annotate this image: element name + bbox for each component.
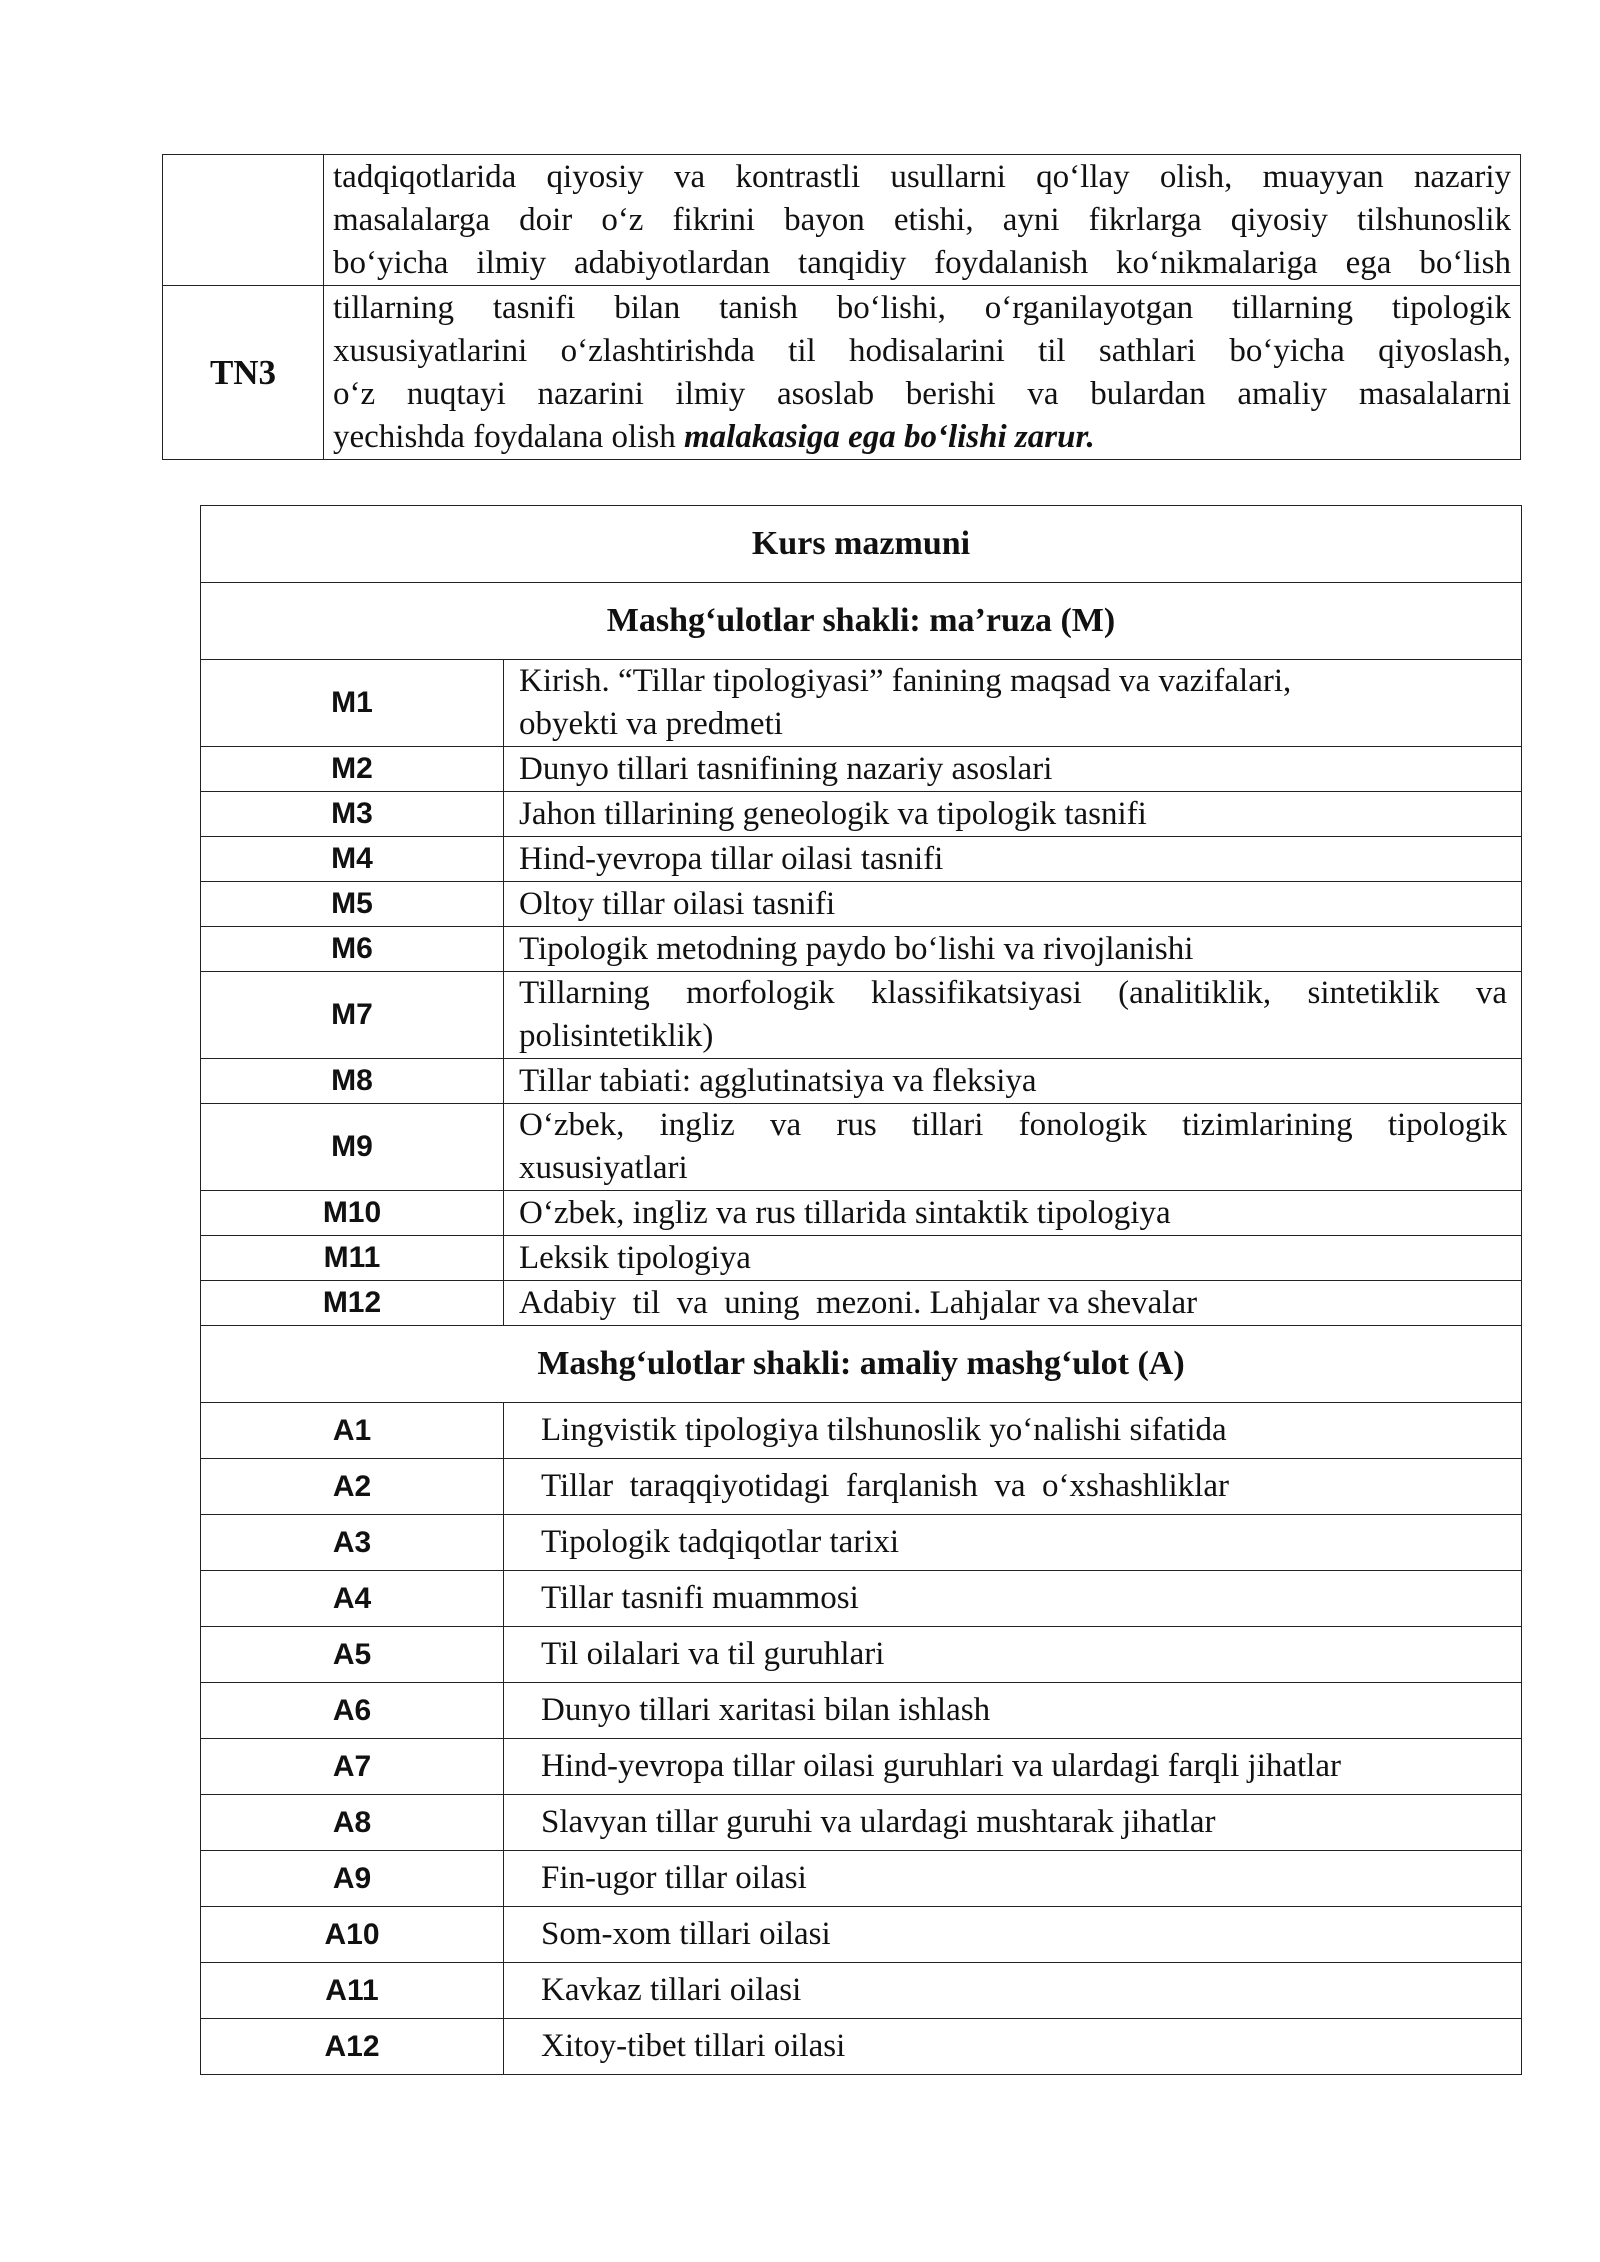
practical-topic: Tillar tasnifi muammosi (504, 1571, 1522, 1627)
lecture-code: M8 (201, 1059, 504, 1104)
plain-text: yechishda foydalana olish (333, 419, 684, 455)
competency-code: TN3 (163, 286, 324, 460)
lecture-row (201, 660, 1522, 747)
practical-topic: Tillar taraqqiyotidagi farqlanish va o‘xshashliklar (504, 1459, 1522, 1515)
text-line: o‘z nuqtayi nazarini ilmiy asoslab berishi va bulardan amaliy masalalarni (333, 376, 1511, 412)
practical-row (201, 1907, 1522, 1963)
practical-code: A8 (201, 1795, 504, 1851)
competency-text (324, 286, 1521, 460)
lecture-topic: Tillar tabiati: agglutinatsiya va fleksiya (504, 1059, 1522, 1104)
practical-code: A11 (201, 1963, 504, 2019)
practical-code: A9 (201, 1851, 504, 1907)
practical-code: A3 (201, 1515, 504, 1571)
text-line: bo‘yicha ilmiy adabiyotlardan tanqidiy foydalanish ko‘nikmalariga ega bo‘lish (333, 245, 1511, 281)
text-line: tadqiqotlarida qiyosiy va kontrastli usullarni qo‘llay olish, muayyan nazariy (333, 159, 1511, 195)
topic-line: O‘zbek, ingliz va rus tillari fonologik tizimlarining tipologik (519, 1107, 1507, 1143)
lecture-code: M7 (201, 972, 504, 1059)
practical-row (201, 1627, 1522, 1683)
topic-line: Kirish. “Tillar tipologiyasi” fanining maqsad va vazifalari, (519, 663, 1292, 699)
competency-text (324, 155, 1521, 286)
practical-topic: Som-xom tillari oilasi (504, 1907, 1522, 1963)
practical-topic: Fin-ugor tillar oilasi (504, 1851, 1522, 1907)
lecture-code: M6 (201, 927, 504, 972)
lecture-topic: O‘zbek, ingliz va rus tillarida sintaktik tipologiya (504, 1191, 1522, 1236)
practical-code: A12 (201, 2019, 504, 2075)
practical-code: A5 (201, 1627, 504, 1683)
lecture-heading: Mashg‘ulotlar shakli: ma’ruza (M) (201, 583, 1522, 660)
course-title-row (201, 506, 1522, 583)
lecture-row (201, 927, 1522, 972)
lecture-topic: Adabiy til va uning mezoni. Lahjalar va shevalar (504, 1281, 1522, 1326)
lecture-row (201, 1236, 1522, 1281)
practical-topic: Lingvistik tipologiya tilshunoslik yo‘nalishi sifatida (504, 1403, 1522, 1459)
practical-row (201, 1963, 1522, 2019)
lecture-topic (504, 972, 1522, 1059)
lecture-code: M3 (201, 792, 504, 837)
practical-topic: Xitoy-tibet tillari oilasi (504, 2019, 1522, 2075)
practical-code: A10 (201, 1907, 504, 1963)
lecture-row (201, 1281, 1522, 1326)
text-line: masalalarga doir o‘z fikrini bayon etishi, ayni fikrlarga qiyosiy tilshunoslik (333, 202, 1511, 238)
practical-code: A2 (201, 1459, 504, 1515)
lecture-code: M1 (201, 660, 504, 747)
competency-table (162, 154, 1521, 460)
lecture-topic (504, 1104, 1522, 1191)
lecture-row (201, 747, 1522, 792)
practical-row (201, 1851, 1522, 1907)
lecture-row (201, 882, 1522, 927)
topic-line: xususiyatlari (519, 1150, 688, 1186)
competency-code (163, 155, 324, 286)
course-title: Kurs mazmuni (201, 506, 1522, 583)
lecture-code: M11 (201, 1236, 504, 1281)
practical-heading-row (201, 1326, 1522, 1403)
text-line: xususiyatlarini o‘zlashtirishda til hodisalarini til sathlari bo‘yicha qiyoslash, (333, 333, 1511, 369)
lecture-row (201, 1059, 1522, 1104)
text-line (333, 416, 1511, 459)
lecture-code: M2 (201, 747, 504, 792)
lecture-heading-row (201, 583, 1522, 660)
practical-row (201, 1515, 1522, 1571)
topic-line: polisintetiklik) (519, 1018, 714, 1054)
practical-topic: Til oilalari va til guruhlari (504, 1627, 1522, 1683)
lecture-code: M10 (201, 1191, 504, 1236)
lecture-topic: Leksik tipologiya (504, 1236, 1522, 1281)
lecture-topic: Oltoy tillar oilasi tasnifi (504, 882, 1522, 927)
lecture-topic: Jahon tillarining geneologik va tipologik tasnifi (504, 792, 1522, 837)
lecture-code: M4 (201, 837, 504, 882)
lecture-code: M12 (201, 1281, 504, 1326)
topic-line: obyekti va predmeti (519, 706, 783, 742)
practical-topic: Dunyo tillari xaritasi bilan ishlash (504, 1683, 1522, 1739)
practical-row (201, 1459, 1522, 1515)
lecture-row (201, 792, 1522, 837)
practical-code: A7 (201, 1739, 504, 1795)
lecture-row (201, 972, 1522, 1059)
practical-topic: Slavyan tillar guruhi va ulardagi mushtarak jihatlar (504, 1795, 1522, 1851)
practical-row (201, 2019, 1522, 2075)
practical-topic: Hind-yevropa tillar oilasi guruhlari va ulardagi farqli jihatlar (504, 1739, 1522, 1795)
practical-row (201, 1683, 1522, 1739)
lecture-row (201, 837, 1522, 882)
course-content-table (200, 505, 1522, 2075)
practical-row (201, 1403, 1522, 1459)
competency-row (163, 155, 1521, 286)
practical-heading: Mashg‘ulotlar shakli: amaliy mashg‘ulot (A) (201, 1326, 1522, 1403)
lecture-code: M5 (201, 882, 504, 927)
practical-row (201, 1795, 1522, 1851)
lecture-code: M9 (201, 1104, 504, 1191)
emphasized-text: malakasiga ega bo‘lishi zarur. (683, 419, 1095, 455)
topic-line: Tillarning morfologik klassifikatsiyasi (analitiklik, sintetiklik va (519, 975, 1507, 1011)
practical-code: A6 (201, 1683, 504, 1739)
practical-code: A4 (201, 1571, 504, 1627)
lecture-row (201, 1191, 1522, 1236)
practical-code: A1 (201, 1403, 504, 1459)
practical-topic: Tipologik tadqiqotlar tarixi (504, 1515, 1522, 1571)
lecture-row (201, 1104, 1522, 1191)
competency-row (163, 286, 1521, 460)
lecture-topic: Tipologik metodning paydo bo‘lishi va rivojlanishi (504, 927, 1522, 972)
lecture-topic: Hind-yevropa tillar oilasi tasnifi (504, 837, 1522, 882)
practical-topic: Kavkaz tillari oilasi (504, 1963, 1522, 2019)
text-line: tillarning tasnifi bilan tanish bo‘lishi, o‘rganilayotgan tillarning tipologik (333, 290, 1511, 326)
lecture-topic: Dunyo tillari tasnifining nazariy asoslari (504, 747, 1522, 792)
lecture-topic (504, 660, 1522, 747)
practical-row (201, 1571, 1522, 1627)
practical-row (201, 1739, 1522, 1795)
